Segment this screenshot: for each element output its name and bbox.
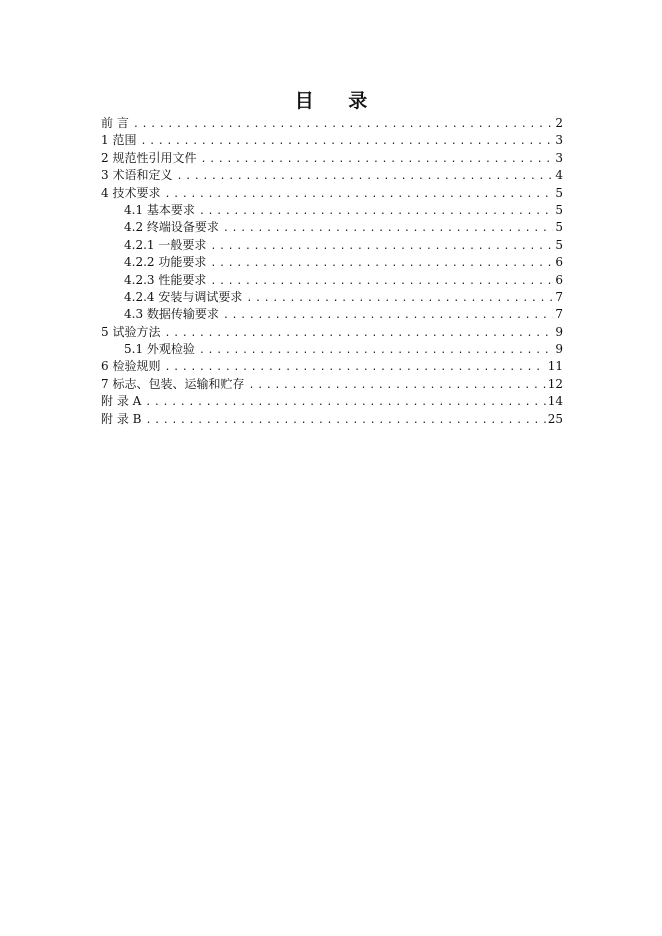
toc-entry[interactable] bbox=[101, 411, 563, 428]
toc-subentry[interactable] bbox=[101, 237, 563, 254]
toc-entry-page: 6 bbox=[555, 255, 563, 270]
toc-entry-label: 4.1 基本要求 bbox=[124, 202, 195, 217]
toc-dot-leader bbox=[140, 133, 553, 150]
toc-entry-page: 3 bbox=[555, 133, 563, 148]
toc-entry[interactable] bbox=[101, 324, 563, 341]
toc-dot-leader bbox=[223, 220, 553, 237]
toc-dot-leader bbox=[176, 168, 553, 185]
toc-entry-page: 12 bbox=[547, 376, 563, 391]
toc-entry-label: 7 标志、包装、运输和贮存 bbox=[101, 376, 245, 391]
toc-subentry[interactable] bbox=[101, 202, 563, 219]
toc-entry[interactable] bbox=[101, 132, 563, 149]
toc-entry-label: 4.2.4 安装与调试要求 bbox=[124, 289, 243, 304]
toc-entry-label: 4.3 数据传输要求 bbox=[124, 307, 219, 322]
toc-subentry[interactable] bbox=[101, 289, 563, 306]
toc-subentry[interactable] bbox=[101, 219, 563, 236]
toc-entry-label: 2 规范性引用文件 bbox=[101, 150, 197, 165]
toc-subentry[interactable] bbox=[101, 272, 563, 289]
toc-dot-leader bbox=[145, 394, 545, 411]
toc-dot-leader bbox=[246, 290, 553, 307]
toc-dot-leader bbox=[164, 325, 553, 342]
toc-dot-leader bbox=[210, 238, 553, 255]
toc-entry-label: 附 录 B bbox=[101, 411, 142, 426]
toc-entry-page: 4 bbox=[555, 168, 563, 183]
toc-entry-label: 4.2.2 功能要求 bbox=[124, 255, 207, 270]
toc-entry-page: 5 bbox=[555, 237, 563, 252]
toc-entry-page: 25 bbox=[547, 411, 563, 426]
toc-entry-page: 5 bbox=[555, 220, 563, 235]
toc-entry[interactable] bbox=[101, 358, 563, 375]
toc-entry-label: 附 录 A bbox=[101, 394, 142, 409]
toc-dot-leader bbox=[199, 342, 553, 359]
toc-entry-page: 9 bbox=[555, 324, 563, 339]
toc-subentry[interactable] bbox=[101, 306, 563, 323]
toc-title: 目 录 bbox=[294, 90, 382, 112]
toc-entry-page: 6 bbox=[555, 272, 563, 287]
toc-entry-page: 7 bbox=[555, 307, 563, 322]
toc-entry-label: 4 技术要求 bbox=[101, 185, 161, 200]
toc-dot-leader bbox=[248, 377, 545, 394]
toc-entry-label: 4.2.3 性能要求 bbox=[124, 272, 207, 287]
toc-entry[interactable] bbox=[101, 393, 563, 410]
toc-subentry[interactable] bbox=[101, 341, 563, 358]
toc-entry-label: 5.1 外观检验 bbox=[124, 342, 195, 357]
toc-entry[interactable] bbox=[101, 185, 563, 202]
toc-entry-page: 3 bbox=[555, 150, 563, 165]
toc-entry[interactable] bbox=[101, 376, 563, 393]
toc-dot-leader bbox=[164, 359, 545, 376]
toc-entry-label: 4.2.1 一般要求 bbox=[124, 237, 207, 252]
toc-entry[interactable] bbox=[101, 167, 563, 184]
toc-entry-label: 3 术语和定义 bbox=[101, 168, 173, 183]
toc-dot-leader bbox=[145, 412, 545, 429]
toc-entry-page: 11 bbox=[547, 359, 563, 374]
toc-entry-page: 5 bbox=[555, 185, 563, 200]
toc-entry[interactable] bbox=[101, 150, 563, 167]
toc-entry-label: 5 试验方法 bbox=[101, 324, 161, 339]
toc-entry-label: 6 检验规则 bbox=[101, 359, 161, 374]
toc-entry-page: 7 bbox=[555, 289, 563, 304]
toc-entry-label: 4.2 终端设备要求 bbox=[124, 220, 219, 235]
toc-dot-leader bbox=[199, 203, 553, 220]
toc-entry-label: 1 范围 bbox=[101, 133, 137, 148]
toc-dot-leader bbox=[210, 255, 553, 272]
toc-entry-label: 前 言 bbox=[101, 116, 129, 130]
toc-entry-page: 2 bbox=[555, 116, 563, 130]
toc-dot-leader bbox=[133, 116, 553, 133]
toc-dot-leader bbox=[200, 151, 553, 168]
toc-entry[interactable] bbox=[101, 115, 563, 132]
toc-list bbox=[101, 115, 563, 428]
toc-entry-page: 9 bbox=[555, 342, 563, 357]
toc-entry-page: 14 bbox=[547, 394, 563, 409]
toc-entry-page: 5 bbox=[555, 202, 563, 217]
toc-subentry[interactable] bbox=[101, 254, 563, 271]
toc-dot-leader bbox=[210, 273, 553, 290]
toc-dot-leader bbox=[223, 307, 553, 324]
toc-dot-leader bbox=[164, 186, 553, 203]
